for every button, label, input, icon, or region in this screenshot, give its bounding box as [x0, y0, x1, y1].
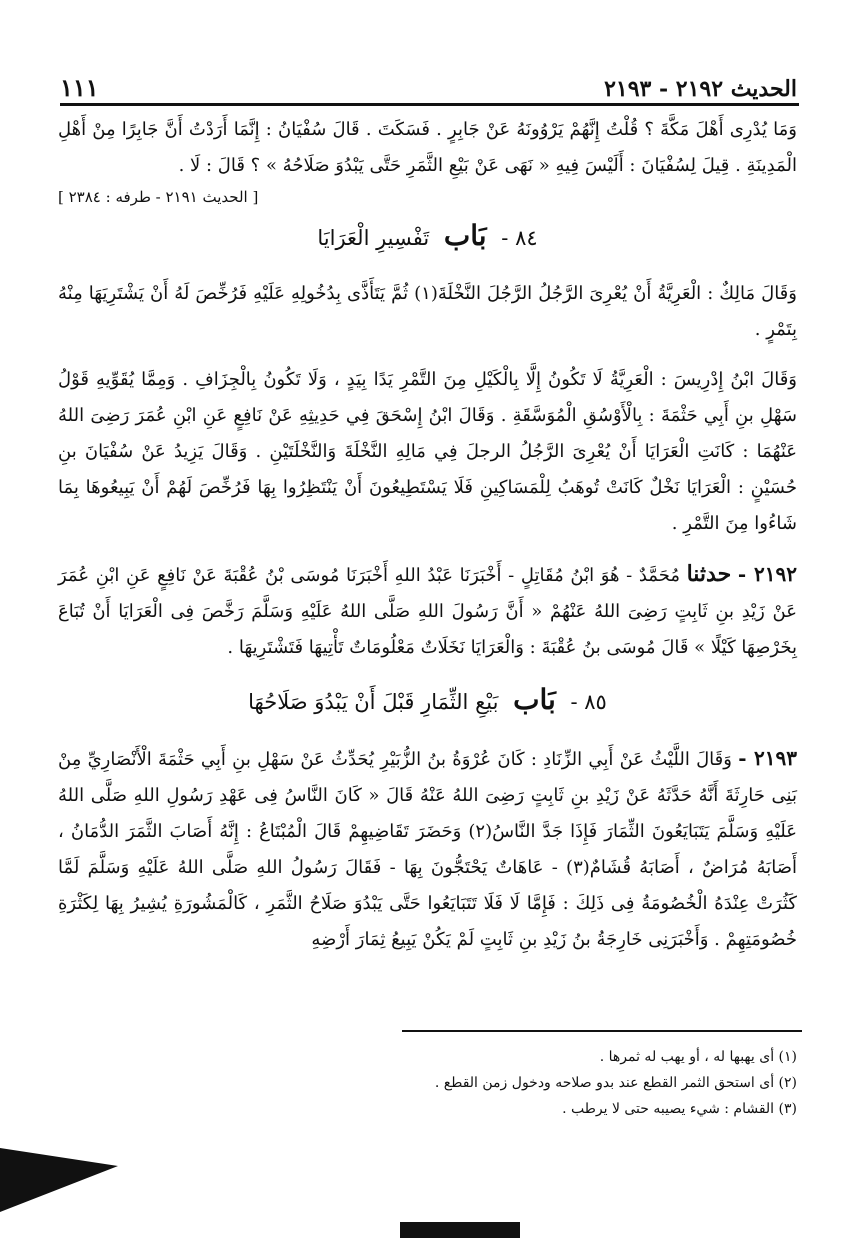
- footnote-2: (٢) أى استحق الثمر القطع عند بدو صلاحه ودخول زمن القطع .: [434, 1075, 797, 1091]
- chapter-85-word: بَاب: [513, 683, 556, 716]
- hadith-reference: [ الحديث ٢١٩١ - طرفه : ٢٣٨٤ ]: [58, 188, 259, 206]
- running-title: الحديث ٢١٩٢ - ٢١٩٣: [604, 76, 797, 102]
- haddathana-word: حدثنا: [686, 561, 732, 587]
- scan-edge-mark: [0, 1148, 118, 1212]
- chapter-85-heading: [58, 680, 797, 722]
- page-number: ١١١: [60, 73, 99, 102]
- chapter-84-title: تَفْسِيرِ الْعَرَايَا: [317, 226, 430, 250]
- continuation-text: وَمَا يُدْرِى أَهْلَ مَكَّةَ ؟ قُلْتُ إِنَّهُمْ يَرْوُونَهُ عَنْ جَابِرٍ . فَسَكَتَ . قَالَ سُفْيَانُ : إِنَّمَا أَرَدْتُ أَنَّ جَابِرًا مِنْ أَهْلِ الْمَدِينَةِ . قِيلَ لِسُفْيَانَ : أَلَيْسَ فِيهِ « نَهَى عَنْ بَيْعِ الثَّمَرِ حَتَّى يَبْدُوَ صَلَاحُهُ » ؟ قَالَ : لَا .: [58, 119, 797, 176]
- footnotes: [97, 1044, 797, 1122]
- footnote-rule: [402, 1030, 802, 1032]
- hadith-2193: [58, 740, 797, 958]
- chapter-84-paragraph: وَقَالَ ابْنُ إِدْرِيسَ : الْعَرِيَّةُ لَا تَكُونُ إِلَّا بِالْكَيْلِ مِنَ التَّمْرِ يَدًا بِيَدٍ ، وَلَا تَكُونُ بِالْجِزَافِ . وَمِمَّا يُقَوِّيهِ قَوْلُ سَهْلِ بنِ أَبِي حَثْمَةَ : بِالْأَوْسُقِ الْمُوَسَّقَةِ . وَقَالَ ابْنُ إِسْحَقَ فِي حَدِيثِهِ عَنْ نَافِعٍ عَنِ ابْنِ عُمَرَ رَضِىَ اللهُ عَنْهُمَا : كَانَتِ الْعَرَايَا أَنْ يُعْرِىَ الرَّجُلُ الرجلَ فِي مَالِهِ النَّخْلَةَ وَالنَّخْلَتَيْنِ . وَقَالَ يَزِيدُ عَنْ سُفْيَانَ بنِ حُسَيْنٍ : الْعَرَايَا نَخْلٌ كَانَتْ تُوهَبُ لِلْمَسَاكِينِ فَلَا يَسْتَطِيعُونَ أَنْ يَنْتَظِرُوا بِهَا فَرُخِّصَ لَهُمْ أَنْ يَبِيعُوهَا بِمَا شَاءُوا مِنَ التَّمْرِ .: [58, 369, 797, 534]
- chapter-85-number: ٨٥ -: [570, 690, 607, 714]
- chapter-85-title: بَيْعِ الثِّمَارِ قَبْلَ أَنْ يَبْدُوَ صَلَاحُهَا: [248, 690, 499, 714]
- chapter-84-number: ٨٤ -: [501, 226, 538, 250]
- chapter-84-paragraph: وَقَالَ مَالِكٌ : الْعَرِيَّةُ أَنْ يُعْرِىَ الرَّجُلُ الرَّجُلَ النَّخْلَةَ(١) ثُمَّ يَتَأَذَّى بِدُخُولِهِ عَلَيْهِ فَرُخِّصَ لَهُ أَنْ يَشْتَرِيَهَا مِنْهُ بِتَمْرٍ .: [58, 283, 797, 340]
- hadith-2193-number: ٢١٩٣ -: [738, 746, 797, 770]
- footnote-3: (٣) القشام : شيء يصيبه حتى لا يرطب .: [562, 1101, 797, 1117]
- chapter-84-heading: [58, 216, 797, 258]
- hadith-2192-number: ٢١٩٢ -: [737, 562, 797, 586]
- hadith-2192: [58, 556, 797, 666]
- page-header: [60, 62, 797, 102]
- scan-bottom-bar: [400, 1222, 520, 1238]
- hadith-2193-text: وَقَالَ اللَّيْثُ عَنْ أَبِي الزِّنَادِ : كَانَ عُرْوَةُ بنُ الزُّبَيْرِ يُحَدِّثُ عَنْ سَهْلِ بنِ أَبِي حَثْمَةَ الْأَنْصَارِيِّ مِنْ بَنِى حَارِثَةَ أَنَّهُ حَدَّثَهُ عَنْ زَيْدِ بنِ ثَابِتٍ رَضِىَ اللهُ عَنْهُ قَالَ « كَانَ النَّاسُ فِى عَهْدِ رَسُولِ اللهِ صَلَّى اللهُ عَلَيْهِ وَسَلَّمَ يَتَبَايَعُونَ الثِّمَارَ فَإِذَا جَدَّ النَّاسُ(٢) وَحَضَرَ تَقَاضِيهِمْ قَالَ الْمُبْتَاعُ : إِنَّهُ أَصَابَ الثَّمَرَ الدُّمَانُ ، أَصَابَهُ مُرَاضٌ ، أَصَابَهُ قُشَامٌ(٣) - عَاهَاتٌ يَحْتَجُّونَ بِهَا - فَقَالَ رَسُولُ اللهِ صَلَّى اللهُ عَلَيْهِ وَسَلَّمَ لَمَّا كَثُرَتْ عِنْدَهُ الْخُصُومَةُ فِى ذَلِكَ : فَإِمَّا لَا فَلَا تَتَبَايَعُوا حَتَّى يَبْدُوَ صَلَاحُ الثَّمَرِ ، كَالْمَشُورَةِ يُشِيرُ بِهَا لِكَثْرَةِ خُصُومَتِهِمْ . وَأَخْبَرَنِى خَارِجَةُ بنُ زَيْدِ بنِ ثَابِتٍ لَمْ يَكُنْ يَبِيعُ ثِمَارَ أَرْضِهِ: [58, 749, 797, 950]
- footnote-1: (١) أى يهبها له ، أو يهب له ثمرها .: [599, 1049, 797, 1065]
- chapter-84-word: بَاب: [443, 219, 487, 252]
- header-rule: [60, 103, 799, 106]
- hadith-2192-text: مُحَمَّدٌ - هُوَ ابْنُ مُقَاتِلٍ - أَخْبَرَنَا عَبْدُ اللهِ أَخْبَرَنَا مُوسَى بْنُ عُقْبَةَ عَنْ نَافِعٍ عَنِ ابْنِ عُمَرَ عَنْ زَيْدِ بنِ ثَابِتٍ رَضِىَ اللهُ عَنْهُمْ « أَنَّ رَسُولَ اللهِ صَلَّى اللهُ عَلَيْهِ وَسَلَّمَ رَخَّصَ فِى الْعَرَايَا أَنْ تُبَاعَ بِخَرْصِهَا كَيْلًا » قَالَ مُوسَى بنُ عُقْبَةَ : وَالْعَرَايَا نَخَلَاتٌ مَعْلُومَاتٌ تَأْتِيهَا فَتَشْتَرِيهَا .: [58, 565, 797, 658]
- page-body: [58, 112, 797, 958]
